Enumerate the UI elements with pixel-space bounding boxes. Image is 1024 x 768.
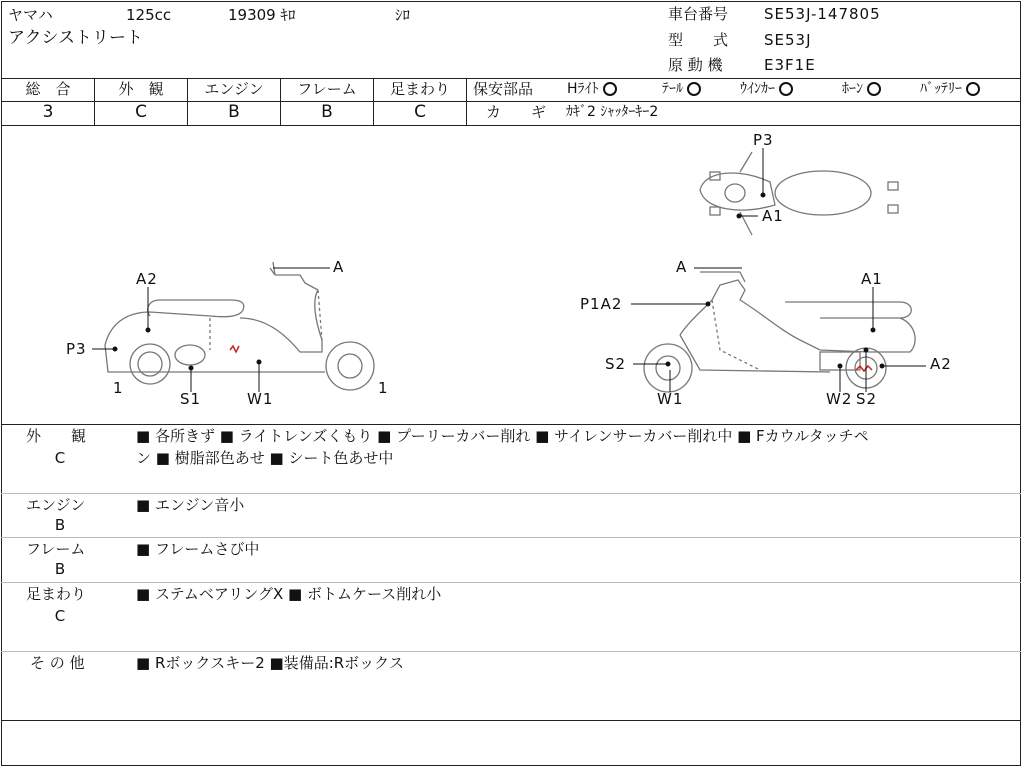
- safety-item-horn: ﾎｰﾝ: [842, 82, 881, 96]
- divider: [1, 537, 1021, 538]
- label-one-left: 1: [113, 379, 124, 397]
- label-one-right: 1: [378, 379, 389, 397]
- label-r-a1: A1: [861, 270, 883, 288]
- type-label: 型 式: [668, 31, 729, 49]
- label-r-a: A: [676, 258, 688, 276]
- safety-item-tail: ﾃｰﾙ: [662, 82, 701, 96]
- suspension-grade-value: C: [414, 102, 426, 122]
- frame-grade-value: B: [321, 102, 333, 122]
- engine-grade-label: エンジン: [204, 80, 264, 98]
- note-other-label: そ の 他: [30, 654, 85, 672]
- suspension-grade-label: 足まわり: [389, 80, 450, 98]
- note-suspension-grade: C: [54, 607, 66, 625]
- note-suspension-label: 足まわり: [26, 585, 87, 603]
- safety-label: 保安部品: [473, 80, 534, 98]
- label-s1: S1: [180, 390, 202, 408]
- note-frame-grade: B: [54, 560, 66, 578]
- label-r-p1a2: P1A2: [580, 295, 623, 313]
- safety-item-battery: ﾊﾞｯﾃﾘｰ: [920, 82, 980, 96]
- safety-item-winker: ｳｲﾝｶｰ: [740, 82, 793, 96]
- label-w1: W1: [247, 390, 274, 408]
- note-engine-label: エンジン: [26, 496, 86, 514]
- divider: [1, 651, 1021, 652]
- maker: ヤマハ: [8, 6, 53, 24]
- chassis-value: SE53J-147805: [764, 5, 881, 23]
- note-exterior-label: 外 観: [26, 427, 87, 445]
- engine-label: 原 動 機: [668, 56, 723, 74]
- label-r-w1: W1: [657, 390, 684, 408]
- safety-item-headlight: Hﾗｲﾄ: [567, 82, 617, 96]
- note-suspension-text: ■ ステムベアリングX ■ ボトムケース削れ小: [136, 585, 442, 603]
- label-r-w2: W2: [826, 390, 853, 408]
- note-other-text: ■ Rボックスキー2 ■装備品:Rボックス: [136, 654, 405, 672]
- key-value: ｶｷﾞ2 ｼｬｯﾀｰｷｰ2: [566, 104, 659, 120]
- color: ｼﾛ: [395, 6, 411, 24]
- frame-grade-label: フレーム: [297, 80, 357, 98]
- chassis-label: 車台番号: [668, 5, 729, 23]
- type-value: SE53J: [764, 31, 812, 49]
- label-a: A: [333, 258, 345, 276]
- note-engine-text: ■ エンジン音小: [136, 496, 245, 514]
- divider: [1, 493, 1021, 494]
- label-top-a1: A1: [762, 207, 784, 225]
- displacement: 125cc: [126, 6, 172, 24]
- label-r-a2: A2: [930, 355, 952, 373]
- engine-grade-value: B: [228, 102, 240, 122]
- exterior-value: C: [135, 102, 147, 122]
- model-name: アクシストリート: [8, 28, 143, 48]
- note-engine-grade: B: [54, 516, 66, 534]
- key-label: カ ギ: [486, 103, 547, 121]
- note-exterior-grade: C: [54, 449, 66, 467]
- note-exterior-text-2: ン ■ 樹脂部色あせ ■ シート色あせ中: [136, 449, 394, 467]
- label-p3: P3: [66, 340, 87, 358]
- divider: [1, 424, 1021, 425]
- scooter-top-view: [700, 152, 898, 235]
- label-top-p3: P3: [753, 131, 774, 149]
- label-r-s2-left: S2: [605, 355, 627, 373]
- exterior-label: 外 観: [118, 80, 164, 98]
- divider: [1, 720, 1021, 721]
- label-a2: A2: [136, 270, 158, 288]
- damage-mark: [230, 346, 239, 352]
- engine-value: E3F1E: [764, 56, 816, 74]
- note-exterior-text-1: ■ 各所きず ■ ライトレンズくもり ■ プーリーカバー削れ ■ サイレンサーカバー削れ中 ■ Fカウルタッチペ: [136, 427, 869, 445]
- mileage: 19309 ｷﾛ: [228, 6, 296, 24]
- note-frame-label: フレーム: [26, 540, 86, 558]
- overall-value: 3: [42, 102, 54, 122]
- overall-label: 総 合: [25, 80, 71, 98]
- note-frame-text: ■ フレームさび中: [136, 540, 260, 558]
- label-r-s2-right: S2: [856, 390, 878, 408]
- divider: [1, 582, 1021, 583]
